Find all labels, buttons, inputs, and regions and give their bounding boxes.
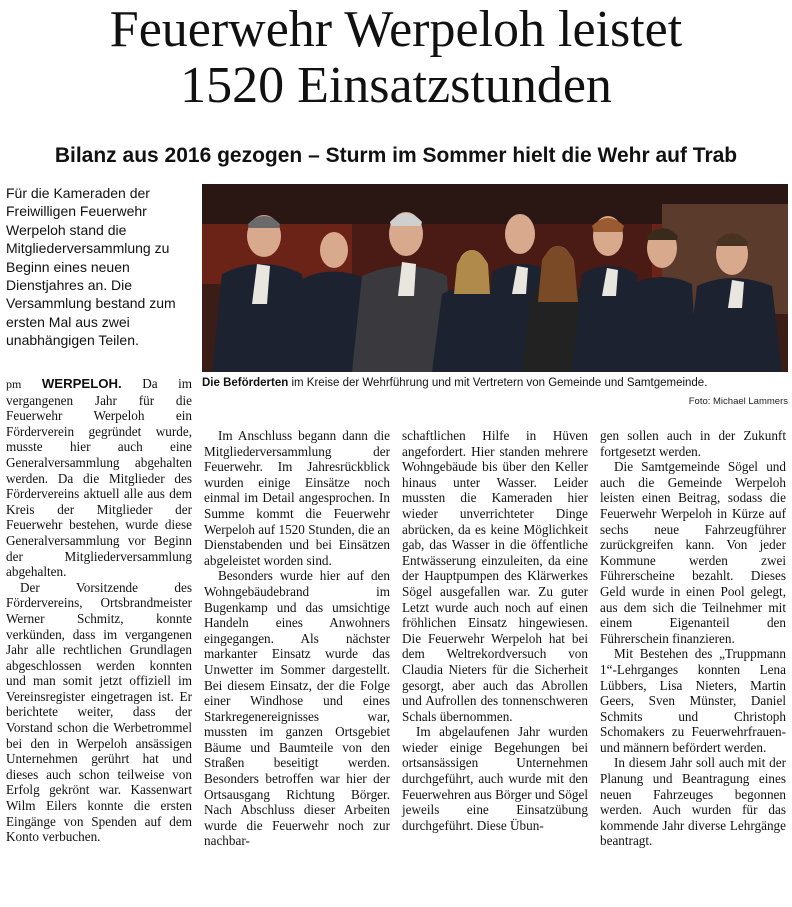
article-paragraph: schaftlichen Hilfe in Hüven angefordert. Hier standen mehrere Wohngebäude bis über den Keller hinaus unter Wasser. Leider mussten die Kameraden hier wieder unverrichteter Dinge abrücken, da es keine Möglichkeit gab, das Wasser in die öffentliche Entwässerung einzuleiten, da eine der Hauptpumpen des Klärwerkes Sögel ausgefallen war. Zu guter Letzt wurde auch noch auf einen fröhlichen Einsatz hingewiesen. Die Feuerwehr Werpeloh hat bei dem Weltrekordversuch von Claudia Nieters für die Sicherheit gesorgt, aber auch das Abrollen und Aufrollen des tonnenschweren Schals übernommen. bbox=[402, 428, 588, 724]
photo-caption bbox=[202, 376, 788, 390]
article-column-2 bbox=[204, 428, 390, 849]
article-paragraph: Im Anschluss begann dann die Mitgliederversammlung der Feuerwehr. Im Jahresrückblick wurden einige Einsätze noch einmal im Detail angesprochen. In Summe kommt die Feuerwehr Werpeloh auf 1520 Stunden, die an Dienstabenden und bei Einsätzen abgeleistet worden sind. bbox=[204, 428, 390, 568]
subheadline: Bilanz aus 2016 gezogen – Sturm im Sommer hielt die Wehr auf Trab bbox=[54, 144, 738, 167]
lead-paragraph: Für die Kameraden der Freiwilligen Feuerwehr Werpeloh stand die Mitgliederversammlung zu Beginn eines neuen Dienstjahres an. Die Versammlung bestand zum ersten Mal aus zwei unabhängigen Teilen. bbox=[6, 185, 176, 349]
article-paragraph: gen sollen auch in der Zukunft fortgesetzt werden. bbox=[600, 428, 786, 459]
article-paragraph: Besonders wurde hier auf den Wohngebäudebrand im Bugenkamp und das umsichtige Handeln eines Anwohners eingegangen. Als nächster markanter Einsatz wurde das Unwetter im Sommer dargestellt. Bei diesem Einsatz, der die Folge einer Windhose und eines Starkregenereignisses war, mussten im ganzen Ortsgebiet Bäume und Baumteile von den Straßen beseitigt werden. Besonders betroffen war hier der Ortsausgang Richtung Börger. Nach Abschluss dieser Arbeiten wurde die Feuerwehr noch zur nachbar- bbox=[204, 568, 390, 849]
headline-line-1: Feuerwehr Werpeloh leistet bbox=[109, 1, 683, 58]
dateline: WERPELOH. bbox=[41, 376, 122, 391]
article-paragraph: Im abgelaufenen Jahr wurden wieder einige Begehungen bei ortsansässigen Unternehmen durchgeführt, auch wurde mit den Feuerwehren aus Börger und Sögel jeweils eine Einsatzübung durchgeführt. Diese Übun- bbox=[402, 724, 588, 833]
article-text: Da im vergangenen Jahr für die Feuerwehr Werpeloh ein Förderverein gegründet wurde, musste hier auch eine Generalversammlung abgehalten werden. Da die Mitglieder des Fördervereins aktuell alle aus dem Kreis der Mitglieder der Feuerwehr bestehen, wurde diese Generalversammlung vor Beginn der Mitgliederversammlung abgehalten. bbox=[6, 376, 192, 580]
article-column-4 bbox=[600, 428, 786, 849]
article-paragraph bbox=[6, 376, 192, 580]
photo-caption-bold: Die Beförderten bbox=[202, 377, 289, 389]
article-paragraph: Die Samtgemeinde Sögel und auch die Gemeinde Werpeloh leisten einen Beitrag, sodass die Feuerwehr Werpeloh in Kürze auf sechs neue Fahrzeugführer zurückgreifen kann. Von jeder Kommune werden zwei Führerscheine bezahlt. Dieses Geld wurde in einen Pool gelegt, aus dem sich die Teilnehmer mit einem Eigenanteil den Führerschein finanzieren. bbox=[600, 459, 786, 646]
headline-line-2: 1520 Einsatzstunden bbox=[180, 57, 612, 114]
article-column-1 bbox=[6, 376, 192, 845]
article-paragraph: Mit Bestehen des „Truppmann 1“-Lehrganges konnten Lena Lübbers, Lisa Nieters, Martin Geers, Sven Münster, Daniel Schmits und Christoph Schomakers zu Feuerwehrfrauen- und männern befördert werden. bbox=[600, 646, 786, 755]
photo-caption-text: im Kreise der Wehrführung und mit Vertretern von Gemeinde und Samtgemeinde. bbox=[288, 377, 708, 389]
photo-credit: Foto: Michael Lammers bbox=[688, 396, 788, 407]
author-initials: pm bbox=[6, 377, 22, 391]
group-photo bbox=[202, 184, 788, 372]
headline bbox=[0, 0, 792, 114]
group-photo-illustration bbox=[202, 184, 788, 372]
article-paragraph: In diesem Jahr soll auch mit der Planung und Beantragung eines neuen Fahrzeuges begonnen werden. Auch wurden für das kommende Jahr diverse Lehrgänge beantragt. bbox=[600, 755, 786, 849]
article-column-3 bbox=[402, 428, 588, 833]
article-paragraph: Der Vorsitzende des Fördervereins, Ortsbrandmeister Werner Schmitz, konnte verkünden, dass im vergangenen Jahr alle rechtlichen Grundlagen abgeschlossen werden konnten und man somit jetzt offiziell im Vereinsregister eingetragen ist. Er berichtete weiter, dass der Vorstand schon die Werbetrommel bei den in Werpeloh ansässigen Unternehmen gerührt hat und dieses auch schon teilweise von Erfolg gekrönt war. Kassenwart Wilm Eilers konnte die ersten Eingänge von Spenden auf dem Konto verbuchen. bbox=[6, 579, 192, 845]
